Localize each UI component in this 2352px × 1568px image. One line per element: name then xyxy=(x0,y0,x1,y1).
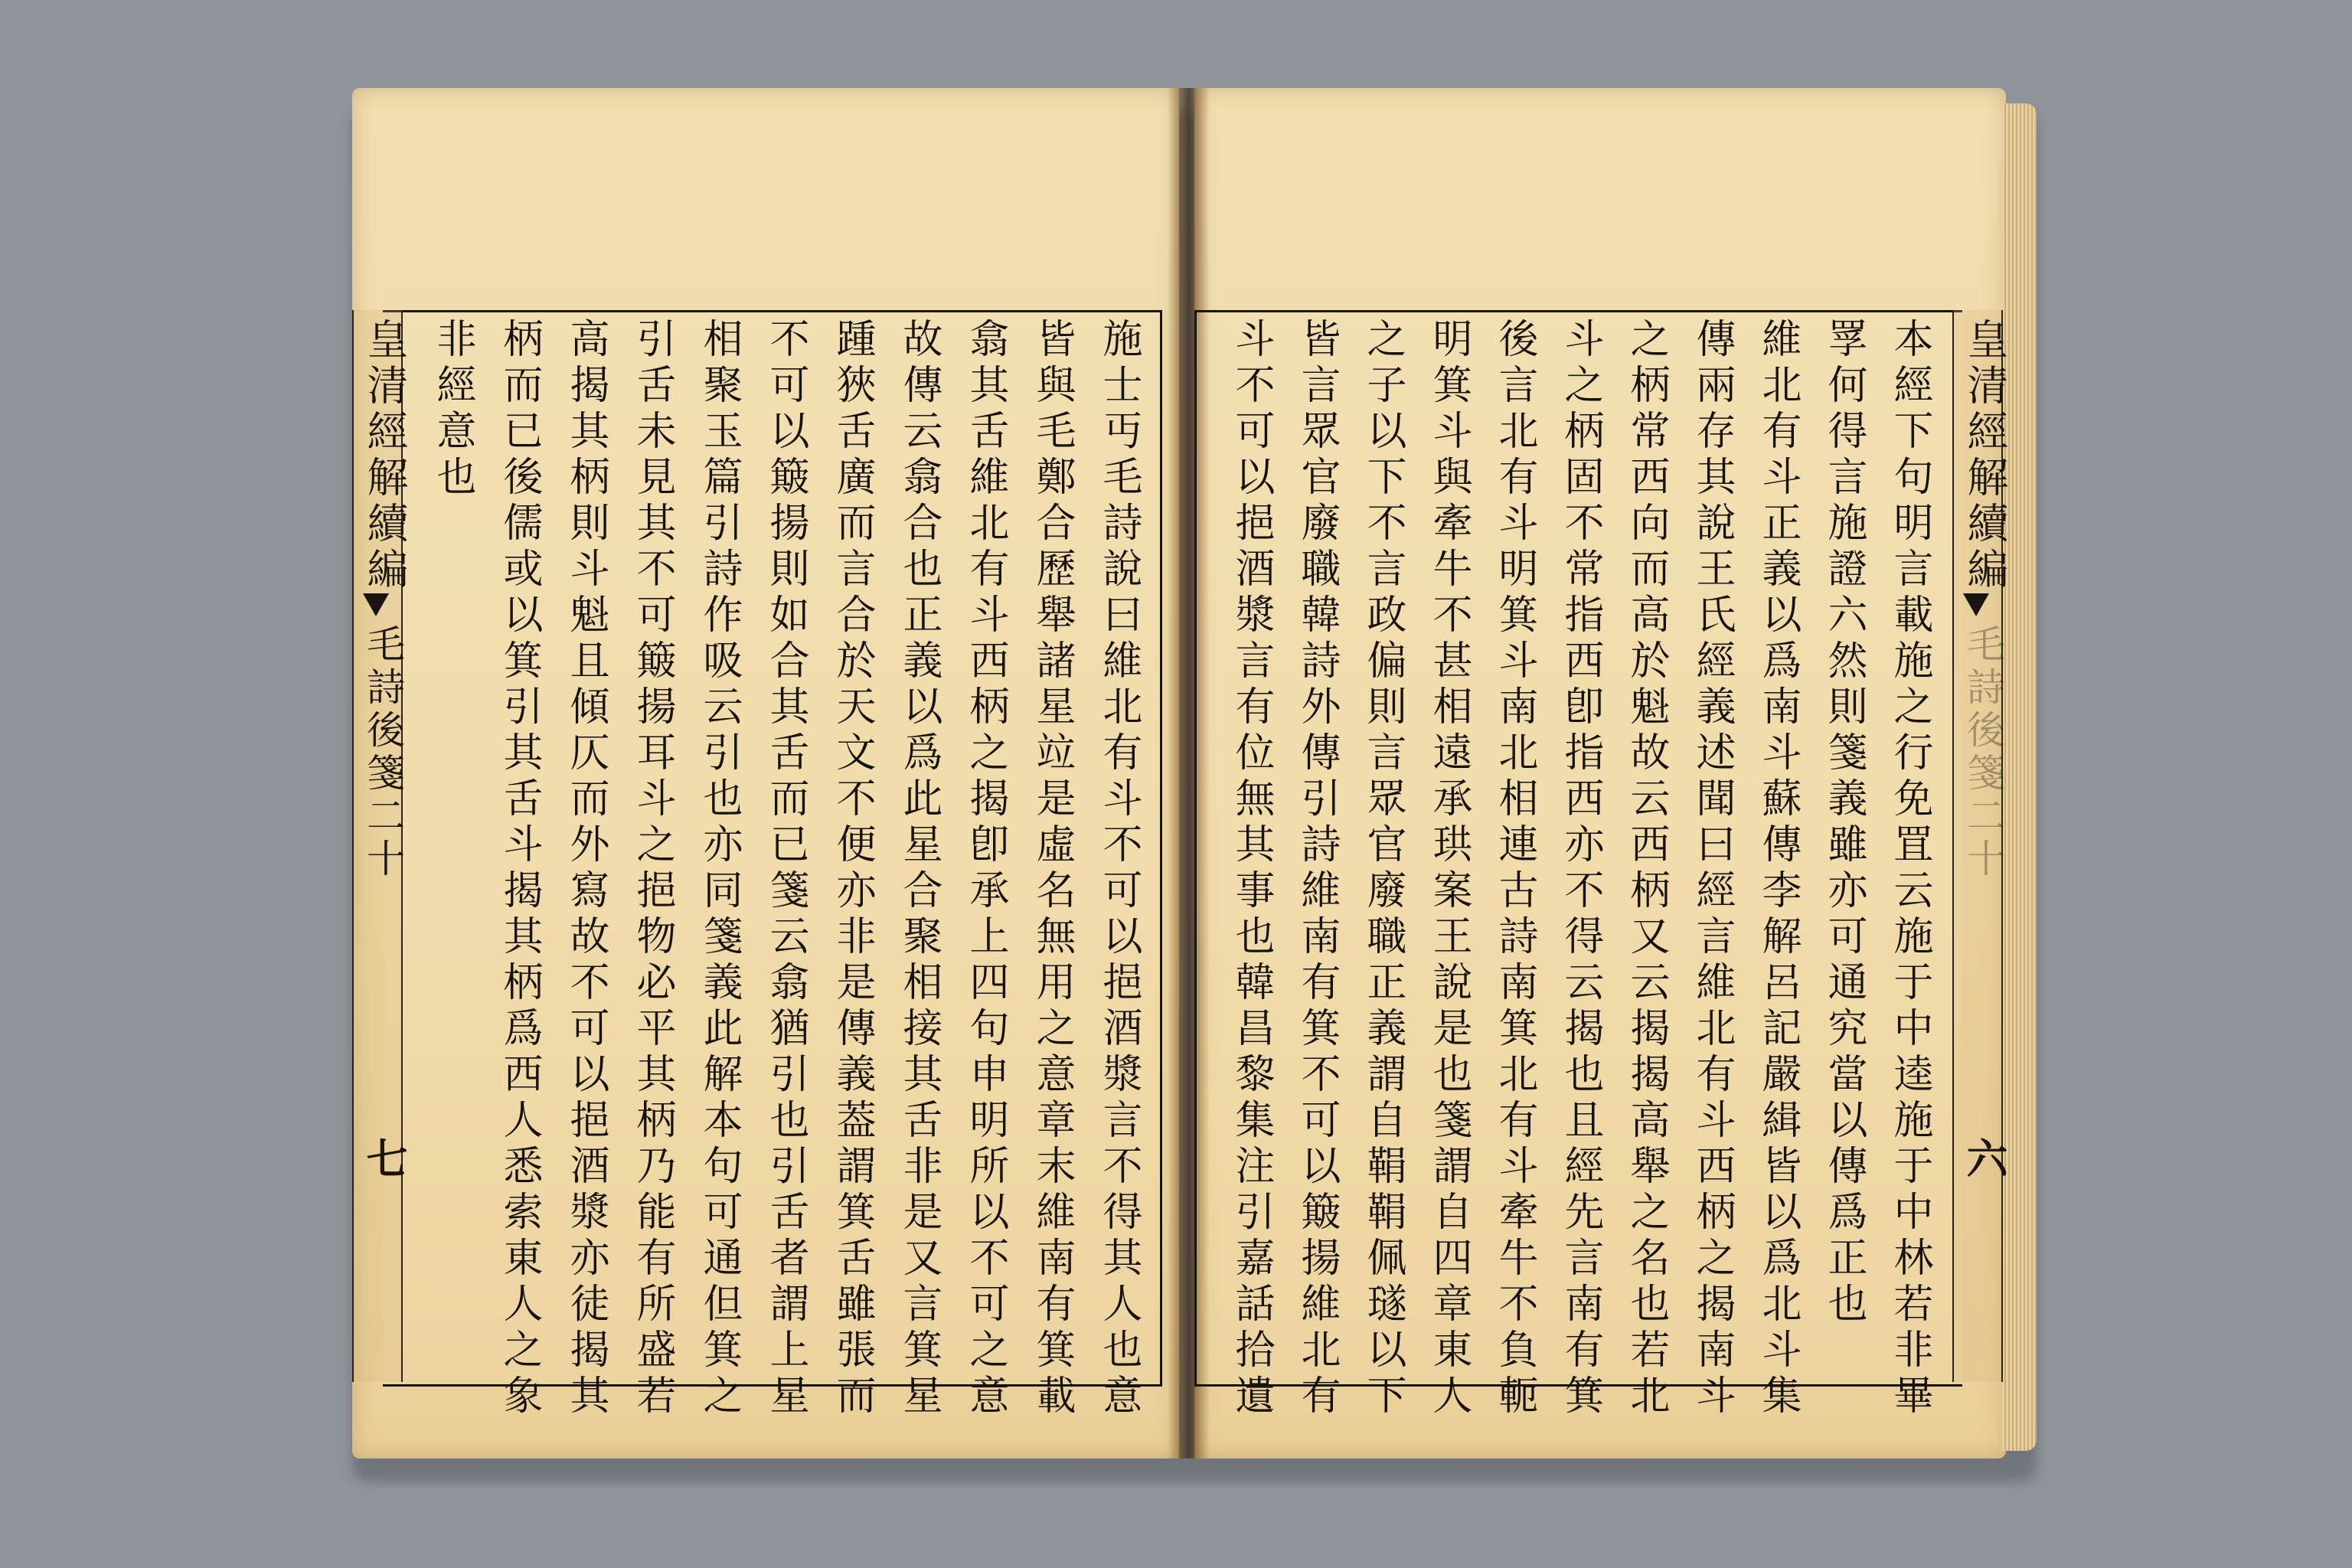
right-margin-title: 皇清經解續編 xyxy=(1961,318,2009,593)
open-book xyxy=(337,88,2037,1466)
left-column-6: 不可以簸揚則如合其舌而已箋云翕猶引也引舌者謂上星 xyxy=(763,318,808,1420)
left-column-2: 皆與毛鄭合歷舉諸星竝是虛名無用之意章末維南有箕載 xyxy=(1029,318,1075,1420)
right-column-4: 傳兩存其說王氏經義述聞曰經言維北有斗西柄之揭南斗 xyxy=(1689,318,1735,1420)
right-column-8: 明箕斗與牽牛不甚相遠承珙案王說是也箋謂自四章東人 xyxy=(1426,318,1472,1420)
left-column-1: 施士丏毛詩說曰維北有斗不可以挹酒漿言不得其人也意 xyxy=(1096,318,1142,1420)
left-column-10: 柄而已後儒或以箕引其舌斗揭其柄爲西人悉索東人之象 xyxy=(496,318,542,1420)
right-page-number: 六 xyxy=(1960,1137,2009,1178)
left-column-8: 引舌未見其不可簸揚耳斗之挹物必平其柄乃能有所盛若 xyxy=(629,318,675,1420)
right-column-1: 本經下句明言載施之行免罝云施于中逵施于中林若非畢 xyxy=(1886,318,1932,1420)
left-column-9: 高揭其柄則斗魁且傾仄而外寫故不可以挹酒漿亦徒揭其 xyxy=(563,318,609,1420)
left-page-number: 七 xyxy=(360,1137,409,1178)
right-column-3: 維北有斗正義以爲南斗蘇傳李解呂記嚴緝皆以爲北斗集 xyxy=(1755,318,1801,1420)
left-margin-title: 皇清經解續編 xyxy=(361,318,409,593)
right-column-6: 斗之柄固不常指西卽指西亦不得云揭也且經先言南有箕 xyxy=(1557,318,1603,1420)
right-section-label: 毛詩後箋二十 xyxy=(1961,624,2005,881)
left-column-3: 翕其舌維北有斗西柄之揭卽承上四句申明所以不可之意 xyxy=(962,318,1008,1420)
right-column-11: 斗不可以挹酒漿言有位無其事也韓昌黎集注引嘉話拾遺 xyxy=(1228,318,1274,1420)
right-column-7: 後言北有斗明箕斗南北相連古詩南箕北有斗牽牛不負軛 xyxy=(1491,318,1537,1420)
left-column-7: 相聚玉篇引詩作吸云引也亦同箋義此解本句可通但箕之 xyxy=(696,318,742,1420)
left-column-5: 踵狹舌廣而言合於天文不便亦非是傳義葢謂箕舌雖張而 xyxy=(829,318,875,1420)
right-column-2: 罦何得言施證六然則箋義雖亦可通究當以傳爲正也 xyxy=(1821,318,1867,1328)
right-column-9: 之子以下不言政偏則言眾官廢職正義謂自鞙鞙佩璲以下 xyxy=(1360,318,1406,1420)
left-section-label: 毛詩後箋二十 xyxy=(361,624,405,881)
right-column-10: 皆言眾官廢職韓詩外傳引詩維南有箕不可以簸揚維北有 xyxy=(1294,318,1340,1420)
left-column-11: 非經意也 xyxy=(430,318,475,501)
left-column-4: 故傳云翕合也正義以爲此星合聚相接其舌非是又言箕星 xyxy=(896,318,942,1420)
right-column-5: 之柄常西向而高於魁故云西柄又云揭揭高舉之名也若北 xyxy=(1623,318,1669,1420)
